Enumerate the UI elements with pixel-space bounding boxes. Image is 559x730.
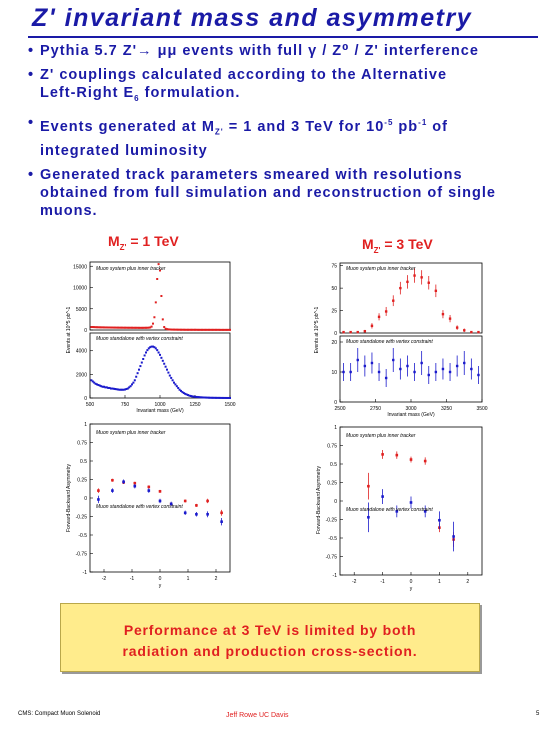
y-tick-label: 0	[84, 328, 87, 334]
data-point	[155, 347, 157, 349]
footer-left: CMS: Compact Muon Solenoid	[18, 711, 101, 717]
y-tick-label: 0	[334, 499, 337, 505]
data-point	[184, 512, 187, 515]
y-tick-label: -1	[82, 570, 87, 576]
data-point	[428, 282, 430, 284]
bullet-dot: •	[28, 166, 35, 183]
data-point	[470, 368, 472, 370]
data-point	[449, 317, 451, 319]
data-point	[139, 365, 141, 367]
data-point	[477, 331, 479, 333]
y-tick-label: 50	[331, 286, 337, 293]
y-tick-label: -1	[332, 573, 337, 579]
panel-annotation: Muon standalone with vertex constraint	[346, 339, 433, 345]
data-point	[137, 372, 139, 374]
footer-author: Jeff Rowe UC Davis	[226, 712, 289, 719]
y-tick-label: 10000	[73, 285, 87, 292]
bullet-text: integrated luminosity	[40, 142, 208, 159]
data-point	[381, 495, 384, 498]
data-point	[159, 500, 162, 503]
data-point	[158, 263, 160, 265]
data-point	[463, 362, 465, 364]
panel-annotation: Muon standalone with vertex constraint	[96, 336, 183, 342]
data-point	[349, 331, 351, 333]
x-tick-label: -2	[101, 576, 107, 582]
page-title: Z' invariant mass and asymmetry	[32, 4, 473, 32]
bullet-text: formulation.	[139, 85, 241, 101]
plot-frame	[340, 336, 482, 402]
x-tick-label: 0	[158, 576, 162, 582]
plot-frame	[90, 424, 230, 572]
panel-annotation: Muon system plus inner tracker	[96, 266, 166, 272]
data-point	[206, 500, 209, 503]
data-point	[155, 301, 157, 303]
x-axis-label: y	[158, 583, 162, 589]
data-point	[364, 365, 366, 367]
bullet-sub: Z'	[214, 127, 224, 137]
y-tick-label: 15000	[73, 264, 87, 271]
data-point	[206, 513, 209, 516]
data-point	[420, 276, 422, 278]
data-point	[367, 485, 370, 488]
bullet-text: muons.	[40, 202, 98, 219]
y-tick-label: -0.5	[328, 536, 337, 542]
bullet-text: Generated track parameters smeared with resolutions	[40, 166, 463, 183]
data-point	[176, 385, 178, 387]
data-point	[452, 535, 455, 538]
x-tick-label: 2	[466, 579, 470, 585]
data-point	[165, 366, 167, 368]
data-point	[378, 371, 380, 373]
y-axis-label: Forward-Backward Asymmetry	[316, 465, 322, 535]
data-point	[438, 519, 441, 522]
mass-label-text: M	[108, 233, 120, 249]
data-point	[385, 310, 387, 312]
data-point	[357, 359, 359, 361]
data-point	[135, 376, 137, 378]
y-tick-label: 1	[84, 422, 87, 428]
x-axis-label: Invariant mass (GeV)	[387, 412, 435, 418]
data-point	[449, 371, 451, 373]
data-point	[378, 316, 380, 318]
data-point	[435, 371, 437, 373]
x-tick-label: 2750	[369, 406, 382, 412]
callout-line: radiation and production cross-section.	[122, 643, 418, 659]
y-tick-label: 25	[331, 308, 337, 315]
data-point	[153, 316, 155, 318]
bullet-text: = 1 and 3 TeV for 10	[223, 118, 385, 135]
data-point	[111, 479, 114, 482]
data-point	[342, 331, 344, 333]
panel-annotation: Muon system plus inner tracker	[346, 433, 416, 439]
data-point	[172, 379, 174, 381]
data-point	[470, 331, 472, 333]
bullet-text: μμ	[152, 43, 178, 59]
x-tick-label: 1	[186, 576, 190, 582]
y-axis-label: Events at 10^5 pb^-1	[66, 306, 72, 354]
data-point	[163, 363, 165, 365]
y-tick-label: 75	[331, 263, 337, 270]
data-point	[342, 371, 344, 373]
bullet-sup: -1	[418, 117, 428, 127]
bullet-text: Pythia 5.7 Z'	[40, 43, 138, 59]
data-point	[132, 382, 134, 384]
y-tick-label: 0	[334, 400, 337, 406]
data-point	[381, 453, 384, 456]
x-tick-label: 750	[120, 402, 130, 408]
data-point	[156, 349, 158, 351]
x-tick-label: 1	[438, 579, 441, 585]
y-tick-label: 20	[331, 340, 337, 346]
data-point	[134, 485, 137, 488]
bullet-text: of	[427, 118, 448, 135]
panel-annotation: Muon system plus inner tracker	[346, 266, 416, 272]
data-point	[442, 368, 444, 370]
data-point	[111, 489, 114, 492]
data-point	[229, 397, 231, 399]
data-point	[141, 362, 143, 364]
data-point	[399, 368, 401, 370]
data-point	[399, 287, 401, 289]
data-point	[146, 349, 148, 351]
data-point	[357, 331, 359, 333]
y-tick-label: 10	[331, 370, 337, 376]
data-point	[396, 454, 399, 457]
bullet-text: Events generated at M	[40, 118, 215, 135]
data-point	[413, 371, 415, 373]
plot-frame	[90, 262, 230, 330]
data-point	[420, 362, 422, 364]
bullet-text: Z' couplings calculated according to the Alternative	[40, 67, 448, 83]
y-axis-label: Forward-Backward Asymmetry	[66, 463, 72, 533]
data-point	[177, 387, 179, 389]
bullet-dot: •	[28, 67, 35, 83]
data-point	[463, 329, 465, 331]
mass-label-text: M	[362, 236, 374, 252]
data-point	[385, 377, 387, 379]
data-point	[406, 281, 408, 283]
y-tick-label: 0.75	[327, 443, 337, 450]
data-point	[410, 501, 413, 504]
y-tick-label: 0	[84, 396, 87, 402]
x-tick-label: 1000	[154, 402, 166, 408]
callout-line: Performance at 3 TeV is limited by both	[123, 622, 417, 638]
data-point	[122, 480, 125, 483]
y-tick-label: 0	[334, 331, 337, 337]
data-point	[142, 358, 144, 360]
data-point	[413, 274, 415, 276]
data-point	[97, 498, 100, 501]
data-point	[435, 290, 437, 292]
callout-text	[61, 620, 479, 662]
y-tick-label: 0.75	[77, 440, 87, 447]
y-tick-label: 2000	[75, 372, 87, 379]
x-tick-label: 1500	[224, 402, 236, 408]
panel-annotation: Muon standalone with vertex constraint	[346, 507, 433, 513]
data-point	[148, 486, 151, 489]
data-point	[371, 325, 373, 327]
data-point	[456, 326, 458, 328]
mass-label-sub: Z'	[119, 242, 127, 252]
y-tick-label: 1	[334, 425, 337, 431]
data-point	[410, 458, 413, 461]
y-tick-label: -0.25	[325, 517, 337, 524]
x-axis-label: y	[409, 586, 413, 592]
data-point	[424, 460, 427, 463]
bullet-text: events with full γ / Z⁰ / Z' interference	[177, 43, 479, 59]
data-point	[229, 329, 231, 331]
data-point	[195, 504, 198, 507]
data-point	[138, 369, 140, 371]
bullet-sub: 6	[134, 93, 140, 103]
data-point	[167, 372, 169, 374]
data-point	[159, 490, 162, 493]
bullet-text: Left-Right E	[40, 85, 135, 101]
data-point	[195, 513, 198, 516]
x-tick-label: 3500	[476, 406, 488, 412]
x-tick-label: -2	[351, 579, 357, 585]
x-axis-label: Invariant mass (GeV)	[136, 408, 184, 414]
data-point	[162, 318, 164, 320]
bullet-dot: •	[28, 114, 35, 131]
data-point	[174, 383, 176, 385]
data-point	[220, 520, 223, 523]
y-tick-label: -0.75	[325, 554, 337, 561]
mass-label-text: = 1 TeV	[126, 233, 179, 249]
y-tick-label: -0.25	[75, 514, 87, 521]
conclusion-callout	[60, 603, 480, 672]
data-point	[371, 362, 373, 364]
x-tick-label: 2	[214, 576, 218, 582]
x-tick-label: -1	[380, 579, 385, 585]
x-tick-label: 2500	[334, 406, 346, 412]
data-point	[131, 383, 133, 385]
data-point	[392, 359, 394, 361]
data-point	[97, 489, 100, 492]
x-tick-label: 500	[85, 402, 95, 408]
y-tick-label: -0.5	[78, 533, 87, 539]
x-tick-label: 0	[409, 579, 413, 585]
y-tick-label: 0.5	[80, 459, 87, 465]
data-point	[158, 352, 160, 354]
footer-page-number: 5	[536, 711, 540, 717]
y-tick-label: 5000	[75, 306, 87, 313]
data-point	[159, 354, 161, 356]
bullet-dot: •	[28, 43, 35, 59]
data-point	[428, 374, 430, 376]
data-point	[162, 360, 164, 362]
arrow-icon: →	[137, 43, 153, 59]
data-point	[392, 299, 394, 301]
data-point	[173, 382, 175, 384]
panel-annotation: Muon standalone with vertex constraint	[96, 504, 183, 510]
data-point	[160, 357, 162, 359]
y-axis-label: Events at 10^5 pb^-1	[314, 306, 320, 354]
data-point	[152, 323, 154, 325]
data-point	[367, 516, 370, 519]
data-point	[406, 365, 408, 367]
panel-annotation: Muon system plus inner tracker	[96, 430, 166, 436]
data-point	[456, 365, 458, 367]
mass-label-text: = 3 TeV	[380, 236, 433, 252]
data-point	[364, 330, 366, 332]
data-point	[170, 377, 172, 379]
data-point	[349, 371, 351, 373]
data-point	[144, 354, 146, 356]
y-tick-label: -0.75	[75, 551, 87, 558]
y-tick-label: 4000	[75, 348, 87, 355]
data-point	[184, 500, 187, 503]
data-point	[169, 375, 171, 377]
data-point	[134, 379, 136, 381]
data-point	[442, 313, 444, 315]
data-point	[160, 295, 162, 297]
bullet-text: pb	[393, 118, 419, 135]
y-tick-label: 0	[84, 496, 87, 502]
data-point	[166, 369, 168, 371]
data-point	[156, 278, 158, 280]
x-tick-label: -1	[129, 576, 135, 582]
data-point	[130, 385, 132, 387]
y-tick-label: 0.25	[327, 480, 337, 487]
data-point	[145, 352, 147, 354]
data-point	[220, 512, 223, 515]
data-point	[151, 326, 153, 328]
bullet-sup: -5	[384, 117, 394, 127]
y-tick-label: 0.25	[77, 477, 87, 484]
y-tick-label: 0.5	[330, 462, 337, 468]
mass-label-sub: Z'	[373, 245, 381, 255]
x-tick-label: 1250	[189, 402, 201, 408]
x-tick-label: 3250	[440, 406, 453, 412]
data-point	[148, 489, 151, 492]
bullet-text: obtained from full simulation and reconstruction of single	[40, 184, 496, 201]
x-tick-label: 3000	[405, 406, 417, 412]
plot-frame	[340, 263, 482, 333]
data-point	[477, 374, 479, 376]
